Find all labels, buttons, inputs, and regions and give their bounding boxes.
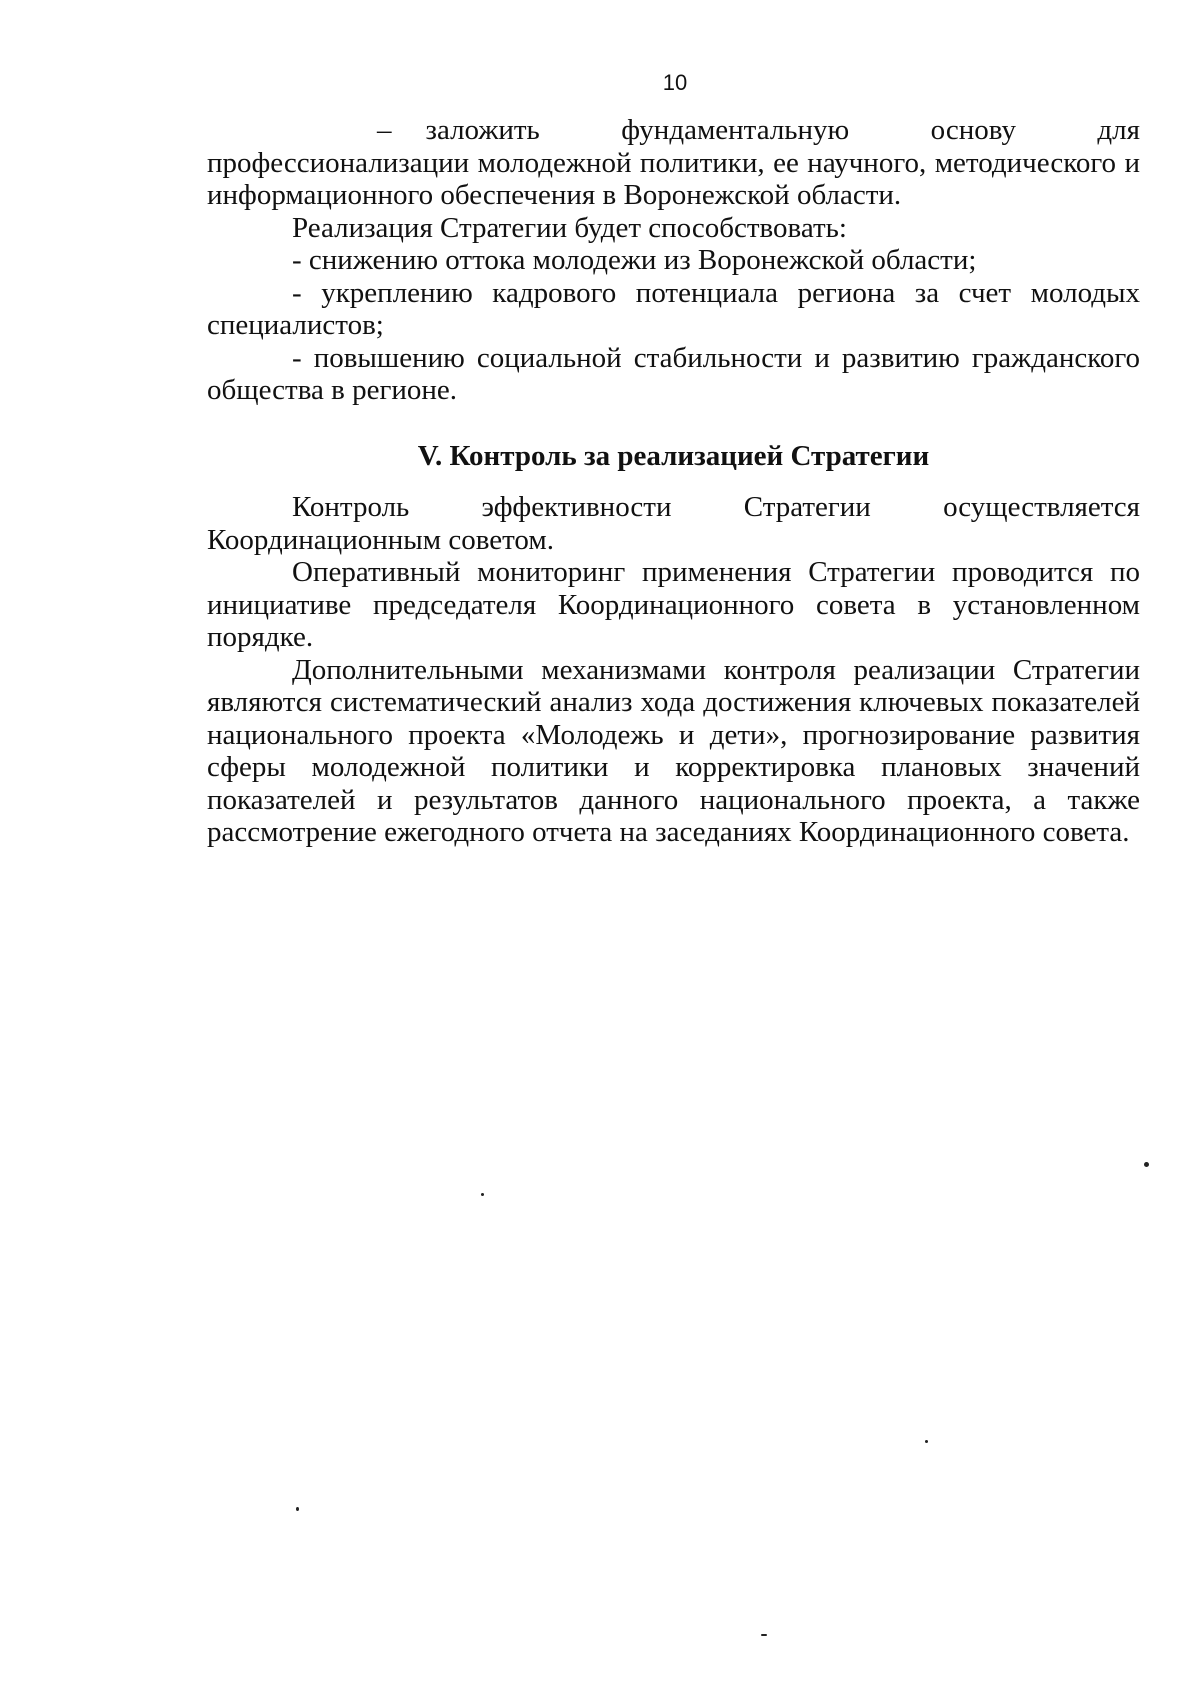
list-dash: – (377, 114, 392, 146)
document-body (207, 114, 1140, 849)
intro-list-item-text: заложить фундаментальную основу для профессионализации молодежной политики, ее научного, методического и информационного обеспечения в Воронежской области. (207, 114, 1140, 211)
scan-speck (1144, 1162, 1149, 1167)
scan-speck (481, 1193, 484, 1196)
result-item: - повышению социальной стабильности и развитию гражданского общества в регионе. (207, 341, 1140, 406)
result-item: - укреплению кадрового потенциала региона за счет молодых специалистов; (207, 276, 1140, 341)
scan-speck (761, 1634, 767, 1636)
section-paragraph: Дополнительными механизмами контроля реализации Стратегии являются систематический анализ хода достижения ключевых показателей национального проекта «Молодежь и дети», прогнозирование развития сферы молодежной политики и корректировка плановых значений показателей и результатов данного национального проекта, а также рассмотрение ежегодного отчета на заседаниях Координационного совета. (207, 653, 1140, 848)
scan-speck (925, 1440, 928, 1443)
section-heading: V. Контроль за реализацией Стратегии (417, 439, 930, 472)
result-item: - снижению оттока молодежи из Воронежской области; (292, 244, 977, 276)
section-paragraph: Оперативный мониторинг применения Стратегии проводится по инициативе председателя Координационного совета в установленном порядке. (207, 556, 1140, 653)
section-paragraph: Контроль эффективности Стратегии осуществляется Координационным советом. (207, 491, 1140, 556)
scan-speck (296, 1507, 299, 1511)
intro-list-item (207, 114, 1140, 212)
page-number: 10 (662, 70, 688, 95)
result-lead-paragraph: Реализация Стратегии будет способствовать: (292, 211, 847, 244)
